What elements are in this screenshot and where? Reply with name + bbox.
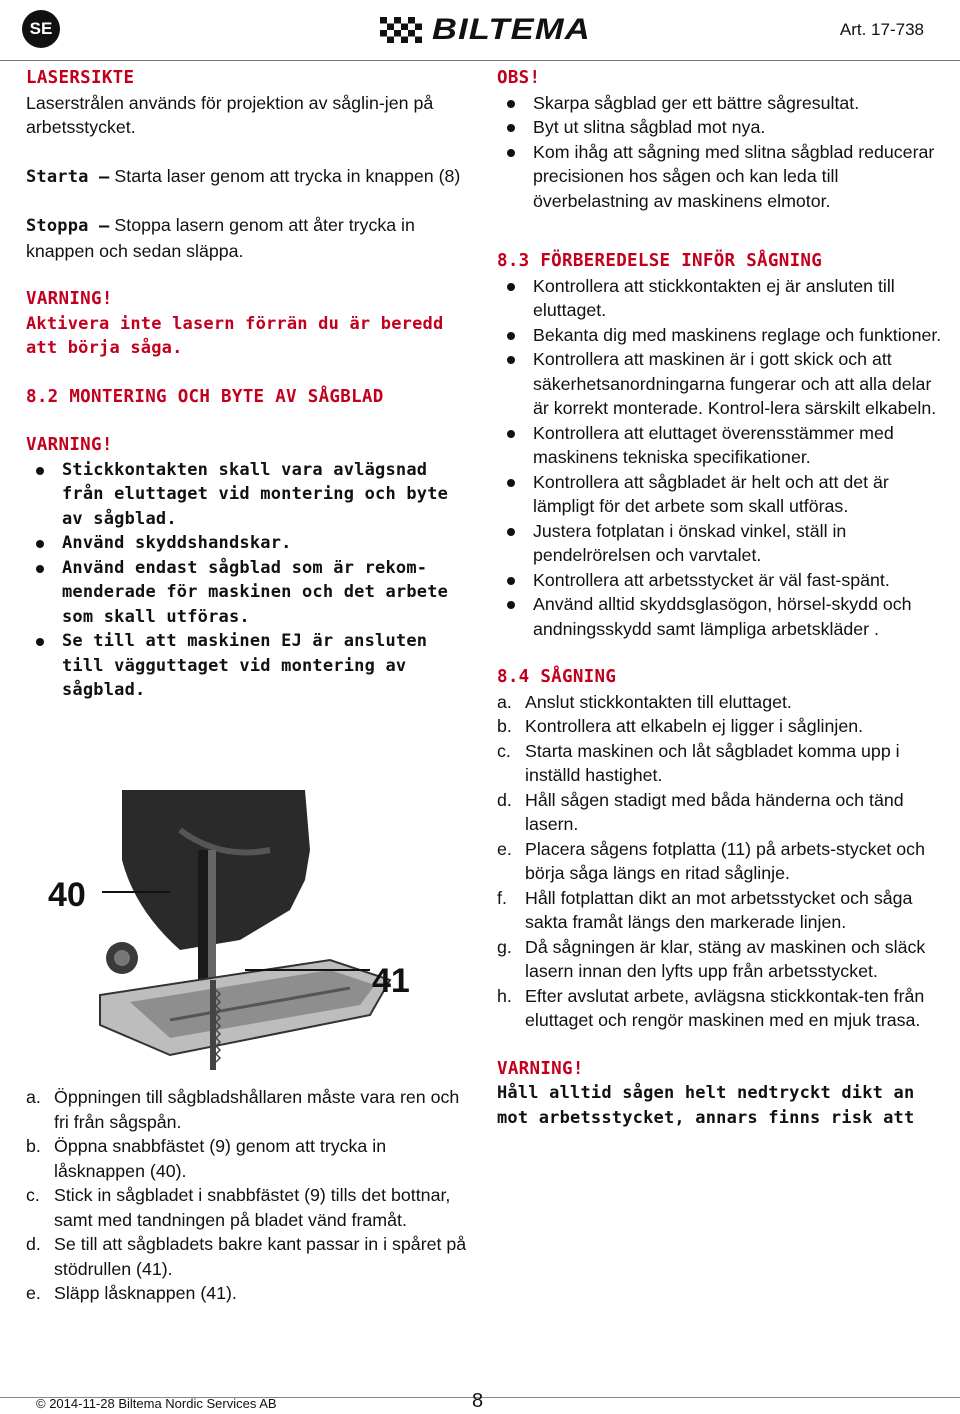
warning-text: Aktivera inte lasern förrän du är beredd att börja såga. [26, 313, 444, 358]
brand-name: BILTEMA [432, 13, 591, 46]
list-item: Kontrollera att arbetsstycket är väl fast-spänt. [497, 568, 942, 593]
list-item: Kontrollera att maskinen är i gott skick och att säkerhetsanordningarna fungerar och att alla delar är korrekt monterade. Kontrol-lera särskilt elkabeln. [497, 347, 942, 421]
left-column [26, 66, 472, 703]
right-column [497, 66, 942, 1130]
obs-heading: OBS! [497, 68, 541, 88]
list-item: e. Släpp låsknappen (41). [26, 1283, 237, 1303]
callout-40: 40 [48, 876, 86, 914]
list-item: Kom ihåg att sågning med slitna sågblad reducerar precisionen hos sågen och kan leda till överbelastning av maskinens elmotor. [497, 140, 942, 214]
list-item: a. Öppningen till sågbladshållaren måste vara ren och fri från sågspån. [26, 1087, 460, 1132]
stop-paragraph [26, 213, 472, 263]
section-8-2-heading: 8.2 MONTERING OCH BYTE AV SÅGBLAD [26, 386, 384, 407]
stop-label: Stoppa – [26, 216, 110, 236]
list-item: a. Anslut stickkontakten till eluttaget. [497, 691, 792, 712]
list-item: c. Starta maskinen och låt sågbladet komma upp i inställd hastighet. [497, 740, 900, 785]
list-item: g. Då sågningen är klar, stäng av maskinen och släck lasern innan den lyfts upp från arbetsstycket. [497, 936, 926, 981]
jigsaw-illustration [30, 790, 470, 1080]
warning-heading: VARNING! [497, 1058, 584, 1079]
list-item: c. Stick in sågbladet i snabbfästet (9) tills det bottnar, samt med tandningen på bladet vänd framåt. [26, 1185, 451, 1230]
warning-heading: VARNING! [26, 289, 113, 309]
language-badge: SE [22, 10, 60, 48]
list-item: d. Se till att sågbladets bakre kant passar in i spåret på stödrullen (41). [26, 1234, 467, 1279]
footer-copyright: © 2014-11-28 Biltema Nordic Services AB [36, 1396, 277, 1411]
list-item: h. Efter avslutat arbete, avlägsna stickkontak-ten från eluttaget och rengör maskinen med en mjuk trasa. [497, 985, 925, 1030]
stop-text: Stoppa lasern genom att åter trycka in knappen och sedan släppa. [26, 215, 415, 261]
list-item: Kontrollera att eluttaget överensstämmer med maskinens tekniska specifikationer. [497, 421, 942, 470]
steps-list [26, 1085, 472, 1306]
list-item: b. Öppna snabbfästet (9) genom att trycka in låsknappen (40). [26, 1136, 387, 1181]
header-divider [0, 60, 960, 61]
laser-heading: LASERSIKTE [26, 68, 135, 88]
list-item: Justera fotplatan i önskad vinkel, ställ in pendelrörelsen och varvtalet. [497, 519, 942, 568]
list-item: b. Kontrollera att elkabeln ej ligger i såglinjen. [497, 716, 864, 736]
list-item: Bekanta dig med maskinens reglage och funktioner. [497, 323, 942, 348]
start-text: Starta laser genom att trycka in knappen (8) [109, 165, 461, 186]
list-item: Byt ut slitna sågblad mot nya. [497, 115, 942, 140]
prep-list [497, 274, 942, 642]
warning-heading: VARNING! [26, 435, 113, 455]
start-label: Starta – [26, 166, 110, 187]
jigsaw-figure [30, 790, 470, 1080]
brand-logo [380, 13, 591, 46]
checkered-flag-icon [380, 17, 424, 43]
section-8-4-heading: 8.4 SÅGNING [497, 667, 617, 687]
saw-steps-list [497, 690, 942, 1033]
start-paragraph [26, 164, 472, 190]
list-item: Kontrollera att sågbladet är helt och att det är lämpligt för det arbete som skall utföras. [497, 470, 942, 519]
warning-list [26, 458, 472, 703]
page-header [0, 0, 960, 62]
list-item: Använd skyddshandskar. [26, 531, 472, 556]
section-8-3-heading: 8.3 FÖRBEREDELSE INFÖR SÅGNING [497, 251, 823, 271]
saw-blade [210, 980, 216, 1070]
list-item: Se till att maskinen EJ är ansluten till vägguttaget vid montering av sågblad. [26, 629, 472, 703]
page-number: 8 [472, 1390, 484, 1412]
list-item: e. Placera sågens fotplatta (11) på arbets-stycket och börja såga längs en ritad såglinje. [497, 838, 925, 883]
list-item: Stickkontakten skall vara avlägsnad från eluttaget vid montering och byte av sågblad. [26, 458, 472, 532]
laser-text: Laserstrålen används för projektion av såglin-jen på arbetsstycket. [26, 92, 434, 137]
list-item: f. Håll fotplattan dikt an mot arbetsstycket och såga sakta framåt längs den markerade linjen. [497, 887, 913, 932]
blade-steps [26, 1085, 472, 1306]
list-item: Använd endast sågblad som är rekom-menderade för maskinen och det arbete som skall utföras. [26, 556, 472, 630]
obs-list [497, 91, 942, 214]
warning-text: Håll alltid sågen helt nedtryckt dikt an mot arbetsstycket, annars finns risk att [497, 1083, 915, 1128]
callout-41: 41 [372, 962, 410, 1000]
list-item: Kontrollera att stickkontakten ej är ansluten till eluttaget. [497, 274, 942, 323]
article-number: Art. 17-738 [839, 20, 924, 39]
list-item: Skarpa sågblad ger ett bättre sågresultat. [497, 91, 942, 116]
list-item: Använd alltid skyddsglasögon, hörsel-skydd och andningsskydd samt lämpliga arbetskläder . [497, 592, 942, 641]
list-item: d. Håll sågen stadigt med båda händerna och tänd lasern. [497, 789, 904, 834]
